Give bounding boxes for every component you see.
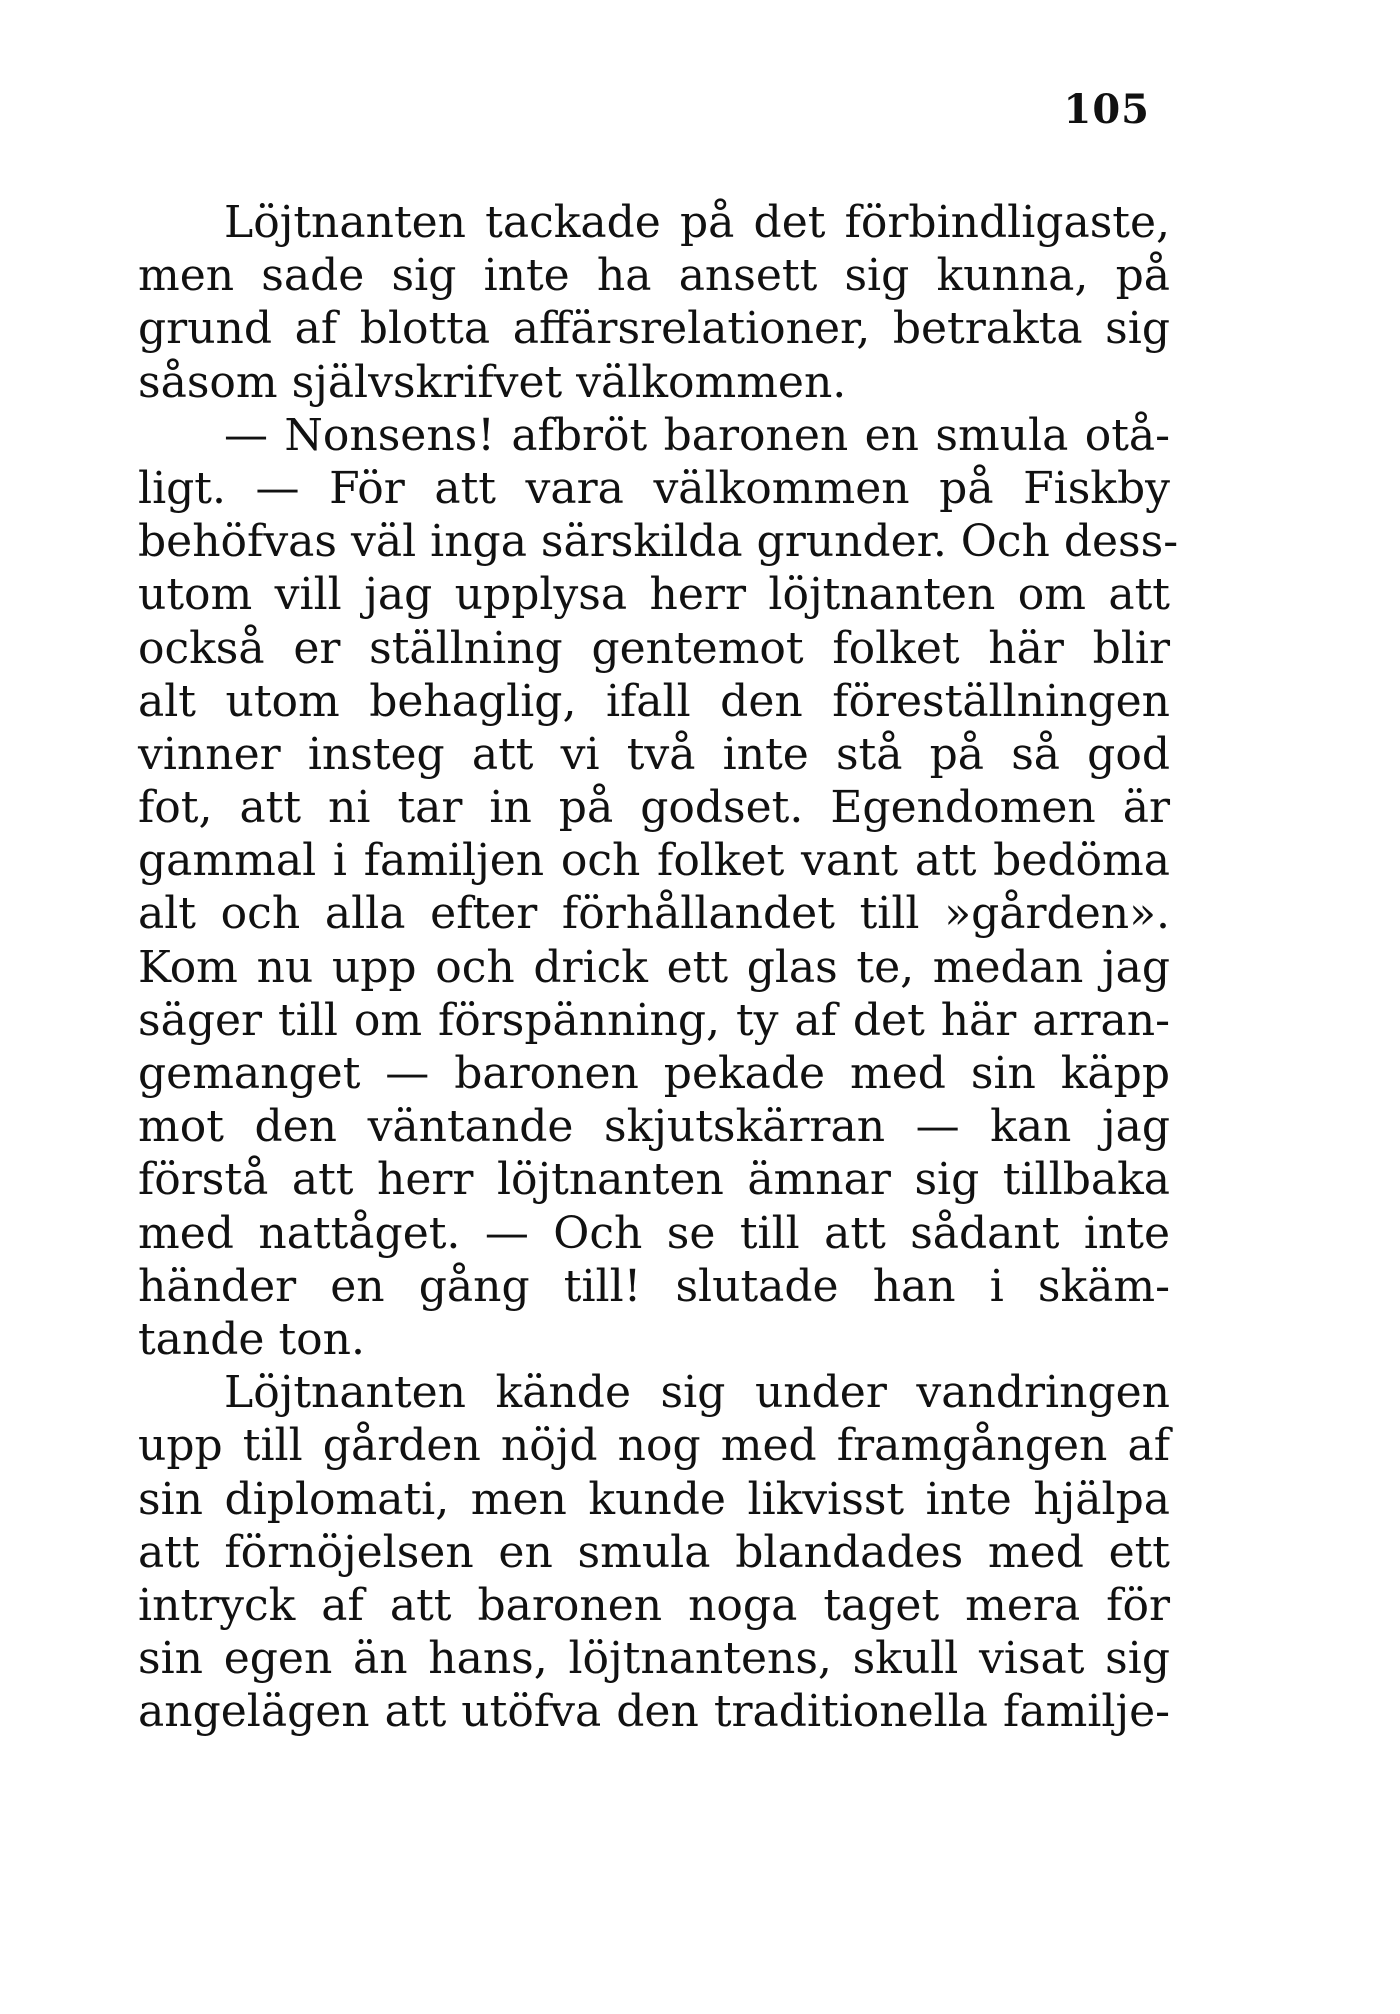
text-line: alt och alla efter förhållandet till »gården». xyxy=(138,888,1170,940)
text-body xyxy=(138,196,1179,1738)
text-line: men sade sig inte ha ansett sig kunna, på xyxy=(138,250,1170,302)
text-line: säger till om förspänning, ty af det här arran- xyxy=(138,994,1170,1046)
text-line: såsom självskrifvet välkommen. xyxy=(138,356,847,408)
text-line: tande ton. xyxy=(138,1313,365,1365)
text-line: med nattåget. — Och se till att sådant inte xyxy=(138,1207,1170,1259)
text-line: vinner insteg att vi två inte stå på så god xyxy=(138,728,1170,780)
text-line: förstå att herr löjtnanten ämnar sig tillbaka xyxy=(138,1154,1170,1206)
text-line: Löjtnanten kände sig under vandringen xyxy=(224,1367,1170,1419)
text-line: upp till gården nöjd nog med framgången af xyxy=(138,1420,1170,1472)
text-line: alt utom behaglig, ifall den föreställningen xyxy=(138,675,1170,727)
text-line: sin egen än hans, löjtnantens, skull visat sig xyxy=(138,1633,1170,1685)
text-line: grund af blotta affärsrelationer, betrakta sig xyxy=(138,303,1170,355)
text-line: mot den väntande skjutskärran — kan jag xyxy=(138,1101,1170,1153)
paragraph xyxy=(138,1366,1170,1738)
text-line: behöfvas väl inga särskilda grunder. Och dess- xyxy=(138,516,1179,568)
text-line: händer en gång till! slutade han i skäm- xyxy=(138,1260,1170,1312)
text-line: Kom nu upp och drick ett glas te, medan jag xyxy=(138,941,1170,993)
text-line: utom vill jag upplysa herr löjtnanten om att xyxy=(138,569,1170,621)
text-line: fot, att ni tar in på godset. Egendomen är xyxy=(138,782,1170,834)
paragraph xyxy=(138,409,1179,1366)
text-line: — Nonsens! afbröt baronen en smula otå- xyxy=(224,409,1170,461)
text-line: Löjtnanten tackade på det förbindligaste, xyxy=(224,197,1170,248)
text-line: att förnöjelsen en smula blandades med ett xyxy=(138,1526,1170,1578)
text-line: angelägen att utöfva den traditionella familje- xyxy=(138,1686,1170,1738)
paragraph xyxy=(138,196,1170,409)
text-line: gammal i familjen och folket vant att bedöma xyxy=(138,835,1170,887)
text-line: också er ställning gentemot folket här blir xyxy=(138,622,1170,674)
text-line: ligt. — För att vara välkommen på Fiskby xyxy=(138,462,1170,514)
text-line: gemanget — baronen pekade med sin käpp xyxy=(138,1048,1170,1099)
text-line: sin diplomati, men kunde likvisst inte hjälpa xyxy=(138,1473,1170,1525)
text-line: intryck af att baronen noga taget mera för xyxy=(138,1579,1170,1631)
page-number: 105 xyxy=(1063,86,1150,133)
